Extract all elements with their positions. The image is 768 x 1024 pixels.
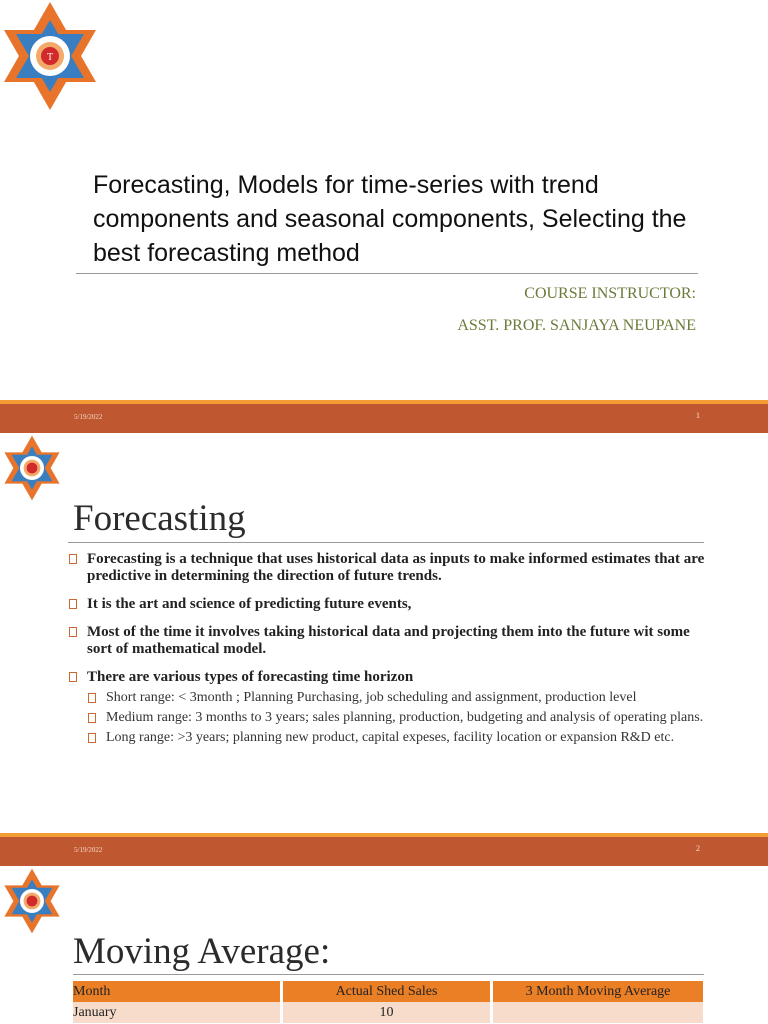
page-number: 1 <box>696 411 700 420</box>
logo-emblem-icon <box>2 433 62 503</box>
footer-date: 5/19/2022 <box>74 846 103 854</box>
slide-3 <box>0 866 768 1024</box>
sub-bullet-item: Short range: < 3month ; Planning Purchasing, job scheduling and assignment, production level <box>68 690 708 706</box>
bullet-list <box>68 551 708 750</box>
page-number: 2 <box>696 844 700 853</box>
bullet-box-icon <box>69 672 77 682</box>
instructor-label: COURSE INSTRUCTOR: <box>524 285 696 302</box>
table-row <box>73 1002 703 1023</box>
slide-heading: Moving Average: <box>73 931 331 972</box>
table-cell: January <box>73 1002 280 1023</box>
university-logo <box>0 0 100 112</box>
logo-emblem-icon <box>2 866 62 936</box>
slide-1 <box>0 0 768 400</box>
title-divider <box>76 273 698 274</box>
moving-average-table <box>70 981 706 1023</box>
bullet-box-icon <box>88 733 96 743</box>
table-cell <box>493 1002 703 1023</box>
slide-heading: Forecasting <box>73 498 246 539</box>
sub-bullet-item: Long range: >3 years; planning new product, capital expeses, facility location or expansion R&D etc. <box>68 730 708 746</box>
table-header-row <box>73 981 703 1002</box>
bullet-box-icon <box>69 627 77 637</box>
bullet-item: Forecasting is a technique that uses historical data as inputs to make informed estimates that are predictive in determining the direction of future trends. <box>68 551 708 585</box>
bullet-item: There are various types of forecasting time horizon <box>68 669 708 686</box>
slide-1-footer <box>0 400 768 433</box>
bullet-box-icon <box>88 693 96 703</box>
bullet-box-icon <box>88 713 96 723</box>
svg-text:T: T <box>46 52 54 63</box>
heading-divider <box>73 974 704 975</box>
bullet-item: It is the art and science of predicting future events, <box>68 596 708 613</box>
logo-emblem-icon <box>0 0 100 112</box>
university-logo <box>2 433 62 503</box>
slide-title: Forecasting, Models for time-series with trend components and seasonal components, Selecting the best forecasting method <box>93 171 687 267</box>
footer-date: 5/19/2022 <box>74 413 103 421</box>
slide-2 <box>0 433 768 833</box>
column-header: Actual Shed Sales <box>283 981 490 1002</box>
instructor-name: ASST. PROF. SANJAYA NEUPANE <box>457 317 696 334</box>
table-cell: 10 <box>283 1002 490 1023</box>
university-logo <box>2 866 62 936</box>
slide-2-footer <box>0 833 768 866</box>
column-header: 3 Month Moving Average <box>493 981 703 1002</box>
heading-divider <box>68 542 704 543</box>
bullet-item: Most of the time it involves taking historical data and projecting them into the future wit some sort of mathematical model. <box>68 624 708 658</box>
sub-bullet-item: Medium range: 3 months to 3 years; sales planning, production, budgeting and analysis of operating plans. <box>68 710 708 726</box>
bullet-box-icon <box>69 554 77 564</box>
column-header: Month <box>73 981 280 1002</box>
bullet-box-icon <box>69 599 77 609</box>
